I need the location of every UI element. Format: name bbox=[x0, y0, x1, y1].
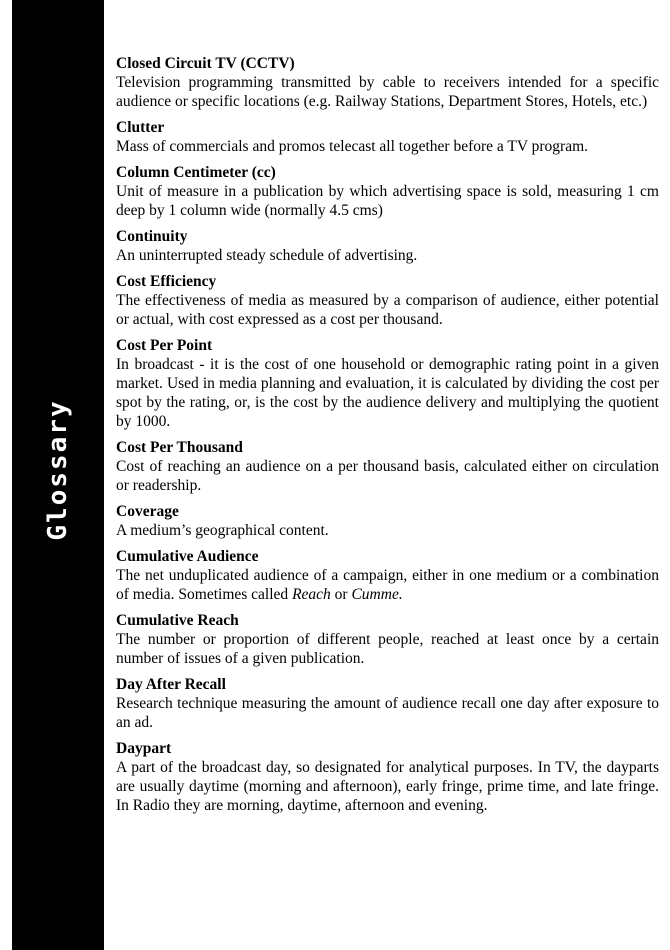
definition-text: A part of the broadcast day, so designated for analytical purposes. In TV, the dayparts are usually daytime (morning and afternoon), early fringe, prime time, and late fringe. In Radio they are morning, daytime, afternoon and evening. bbox=[116, 759, 659, 814]
definition-text: or bbox=[330, 586, 352, 603]
glossary-entry bbox=[116, 163, 659, 220]
glossary-entry bbox=[116, 336, 659, 431]
glossary-sidebar bbox=[12, 0, 104, 950]
glossary-list bbox=[116, 54, 659, 822]
glossary-definition bbox=[116, 355, 659, 431]
glossary-entry bbox=[116, 675, 659, 732]
glossary-entry bbox=[116, 272, 659, 329]
glossary-term: Day After Recall bbox=[116, 676, 226, 693]
glossary-term: Coverage bbox=[116, 503, 179, 520]
glossary-definition bbox=[116, 521, 659, 540]
glossary-entry bbox=[116, 118, 659, 156]
glossary-term: Closed Circuit TV (CCTV) bbox=[116, 55, 295, 72]
definition-text: Mass of commercials and promos telecast all together before a TV program. bbox=[116, 138, 589, 155]
glossary-definition bbox=[116, 246, 659, 265]
glossary-definition bbox=[116, 694, 659, 732]
glossary-term: Cumulative Audience bbox=[116, 548, 259, 565]
definition-emphasis: Reach bbox=[292, 586, 331, 603]
definition-text: In broadcast - it is the cost of one household or demographic rating point in a given market. Used in media planning and evaluation, it is calculated by dividing the cost per spot by the rating, or, is the cost by the audience delivery and multiplying the quotient by 1000. bbox=[116, 356, 659, 430]
glossary-term: Cumulative Reach bbox=[116, 612, 239, 629]
definition-text: The effectiveness of media as measured by a comparison of audience, either potential or actual, with cost expressed as a cost per thousand. bbox=[116, 292, 659, 328]
glossary-definition bbox=[116, 291, 659, 329]
glossary-definition bbox=[116, 137, 659, 156]
definition-text: Television programming transmitted by cable to receivers intended for a specific audience or specific locations (e.g. Railway Stations, Department Stores, Hotels, etc.) bbox=[116, 74, 659, 110]
glossary-term: Cost Efficiency bbox=[116, 273, 217, 290]
glossary-definition bbox=[116, 758, 659, 815]
glossary-entry bbox=[116, 547, 659, 604]
glossary-term: Continuity bbox=[116, 228, 188, 245]
glossary-term: Cost Per Thousand bbox=[116, 439, 243, 456]
glossary-term: Cost Per Point bbox=[116, 337, 213, 354]
glossary-entry bbox=[116, 438, 659, 495]
glossary-entry bbox=[116, 227, 659, 265]
glossary-definition bbox=[116, 457, 659, 495]
glossary-definition bbox=[116, 566, 659, 604]
definition-text: An uninterrupted steady schedule of advertising. bbox=[116, 247, 418, 264]
glossary-definition bbox=[116, 73, 659, 111]
glossary-term: Column Centimeter (cc) bbox=[116, 164, 276, 181]
definition-text: Research technique measuring the amount of audience recall one day after exposure to an ad. bbox=[116, 695, 659, 731]
glossary-entry bbox=[116, 739, 659, 815]
definition-emphasis: Cumme. bbox=[351, 586, 403, 603]
sidebar-label: Glossary bbox=[43, 399, 73, 541]
glossary-definition bbox=[116, 630, 659, 668]
glossary-entry bbox=[116, 54, 659, 111]
glossary-entry bbox=[116, 611, 659, 668]
definition-text: Unit of measure in a publication by which advertising space is sold, measuring 1 cm deep by 1 column wide (normally 4.5 cms) bbox=[116, 183, 659, 219]
glossary-entry bbox=[116, 502, 659, 540]
glossary-term: Clutter bbox=[116, 119, 165, 136]
glossary-term: Daypart bbox=[116, 740, 172, 757]
definition-text: The net unduplicated audience of a campaign, either in one medium or a combination of media. Sometimes called bbox=[116, 567, 659, 603]
definition-text: The number or proportion of different people, reached at least once by a certain number of issues of a given publication. bbox=[116, 631, 659, 667]
definition-text: Cost of reaching an audience on a per thousand basis, calculated either on circulation or readership. bbox=[116, 458, 659, 494]
glossary-definition bbox=[116, 182, 659, 220]
definition-text: A medium’s geographical content. bbox=[116, 522, 329, 539]
